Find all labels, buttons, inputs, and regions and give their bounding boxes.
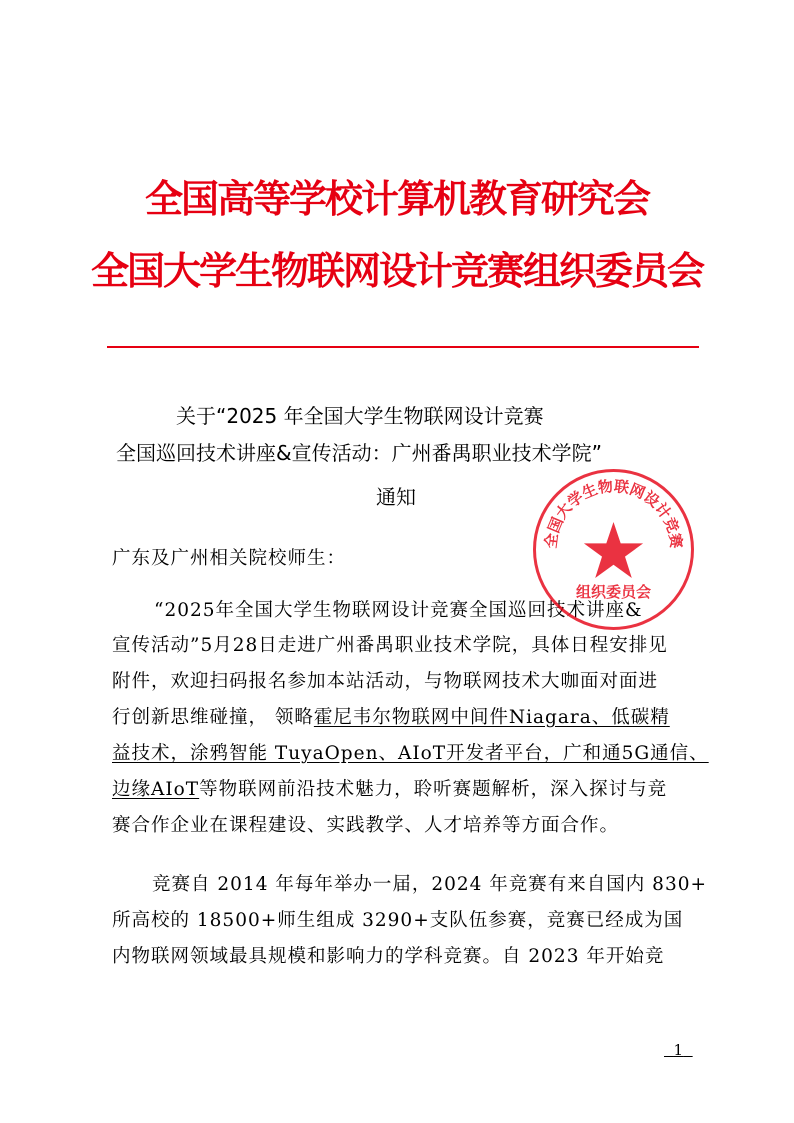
- seal-star: [584, 522, 643, 578]
- paragraph-1-line-5: 益技术，涂鸦智能 TuyaOpen、AIoT开发者平台，广和通5G通信、: [112, 743, 709, 764]
- paragraph-1-line-6-text: 等物联网前沿技术魅力，聆听赛题解析，深入探讨与竞: [199, 779, 668, 800]
- page-number: [664, 1041, 693, 1059]
- highlighted-tech-list: 霍尼韦尔物联网中间件Niagara、低碳精: [313, 707, 670, 728]
- header-divider: [107, 346, 699, 348]
- official-seal: [531, 467, 696, 632]
- paragraph-1-line-4: [112, 703, 670, 729]
- notice-title-line-3: 通知: [376, 485, 416, 509]
- notice-title-line-1: 关于“2025 年全国大学生物联网设计竞赛: [176, 404, 544, 428]
- salutation: 广东及广州相关院校师生：: [112, 548, 347, 569]
- org-name-line-2: 全国大学生物联网设计竞赛组织委员会: [90, 249, 703, 293]
- paragraph-2-line-2: 所高校的 18500+师生组成 3290+支队伍参赛，竞赛已经成为国: [112, 910, 684, 931]
- org-name-line-1: 全国高等学校计算机教育研究会: [144, 177, 649, 221]
- paragraph-1-line-4-text: 行创新思维碰撞， 领略: [112, 707, 314, 728]
- paragraph-1-line-2: 宣传活动”5月28日走进广州番禺职业技术学院，具体日程安排见: [112, 635, 668, 656]
- paragraph-1-line-1: “2025年全国大学生物联网设计竞赛全国巡回技术讲座&: [154, 600, 643, 621]
- paragraph-1-line-7: 赛合作企业在课程建设、实践教学、人才培养等方面合作。: [112, 815, 620, 836]
- paragraph-1-line-6: [112, 775, 667, 801]
- notice-title-line-2: 全国巡回技术讲座&宣传活动：广州番禺职业技术学院”: [116, 441, 602, 465]
- paragraph-1-line-3: 附件，欢迎扫码报名参加本站活动，与物联网技术大咖面对面进: [112, 671, 659, 692]
- paragraph-2-line-1: 竞赛自 2014 年每年举办一届，2024 年竞赛有来自国内 830+: [152, 874, 707, 895]
- seal-arc-text: 全国大学生物联网设计竞赛: [541, 477, 686, 550]
- paragraph-2-line-3: 内物联网领域最具规模和影响力的学科竞赛。自 2023 年开始竞: [112, 946, 665, 967]
- highlighted-edge-aiot: 边缘AIoT: [112, 779, 200, 800]
- page-number-value: 1: [673, 1041, 684, 1059]
- seal-bottom-text: 组织委员会: [575, 583, 652, 601]
